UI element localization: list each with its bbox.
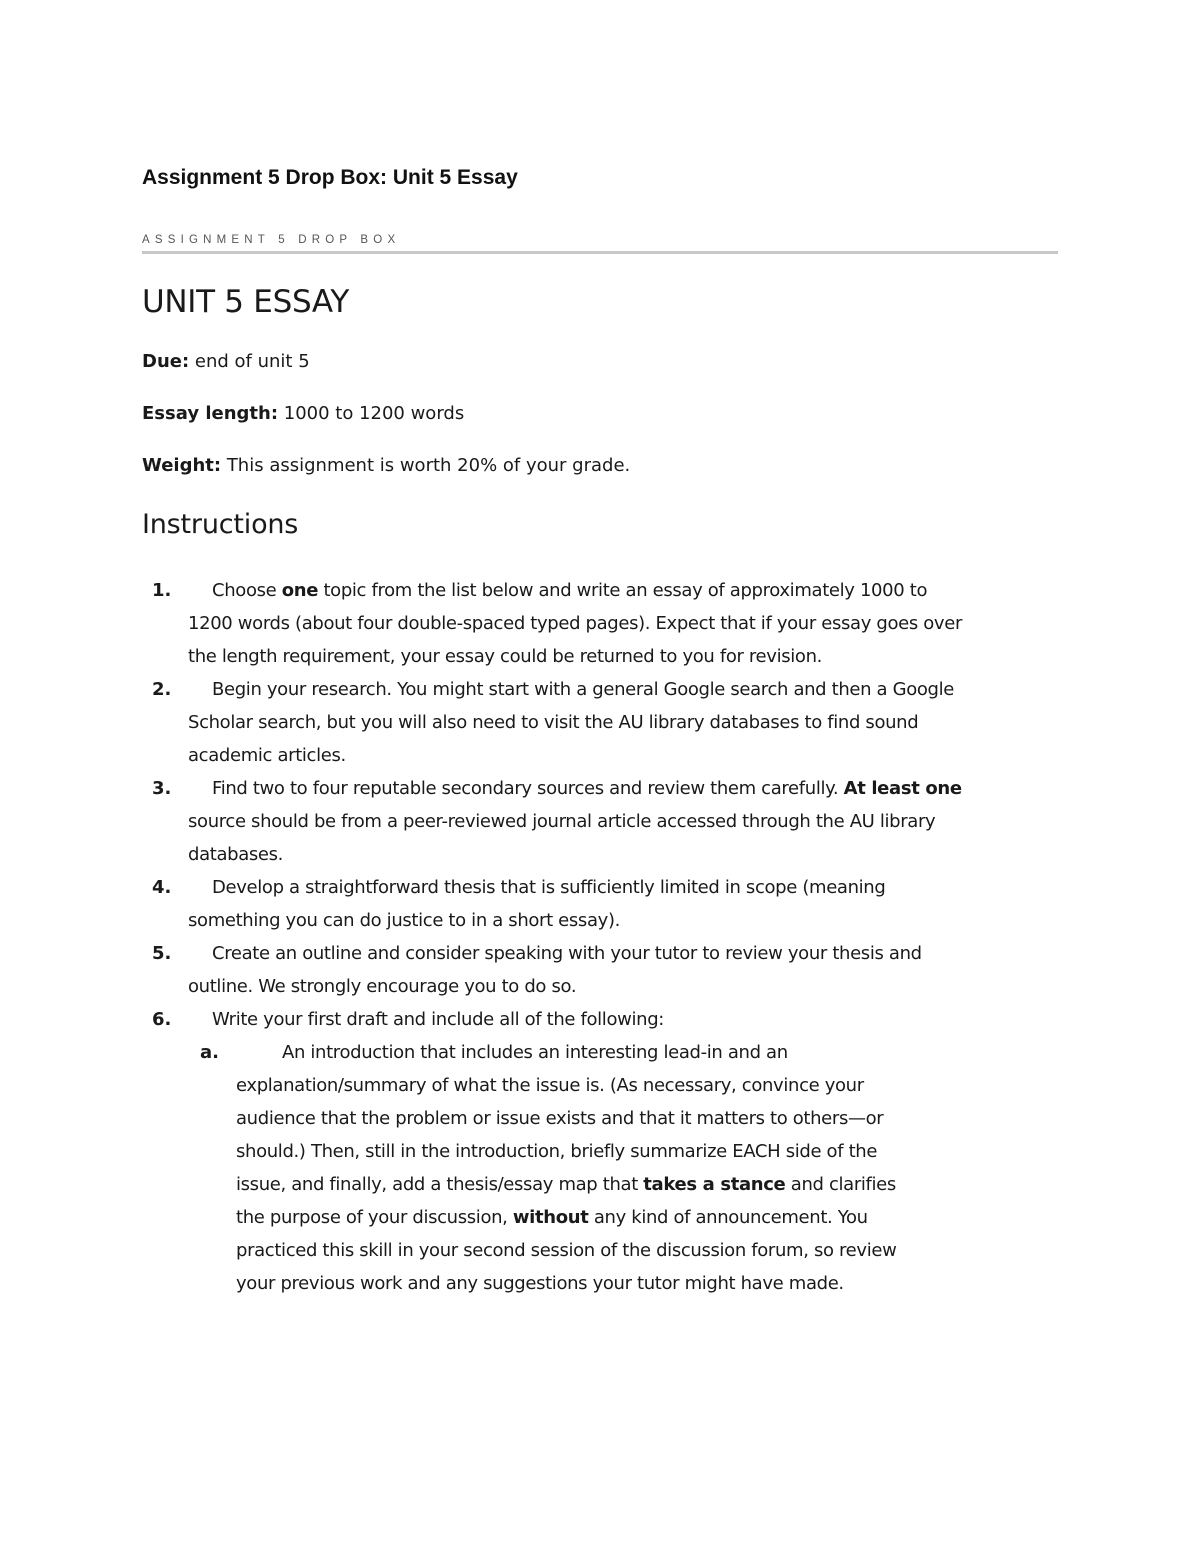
text-run: topic from the list below and write an essay of approximately 1000 to 1200 words (about four double-spaced typed pages). Expect that if your essay goes over the length requirement, your essay could be returned to you for revision. — [188, 580, 963, 667]
section-kicker: ASSIGNMENT 5 DROP BOX — [142, 234, 401, 246]
list-item — [142, 772, 972, 871]
text-run: source should be from a peer-reviewed journal article accessed through the AU library databases. — [188, 811, 936, 865]
emphasis-run: At least one — [843, 778, 962, 799]
text-run: Find two to four reputable secondary sources and review them carefully. — [212, 778, 844, 799]
list-item — [142, 937, 972, 1003]
divider-rule — [142, 251, 1058, 254]
text-run: and clarifies the purpose of your discussion, — [236, 1174, 896, 1228]
essay-length-line — [142, 403, 464, 424]
list-item-number: 6. — [152, 1009, 172, 1030]
list-item — [142, 871, 972, 937]
due-line — [142, 351, 310, 372]
list-item-text: Write your first draft and include all of the following: — [212, 1009, 664, 1030]
list-item — [142, 673, 972, 772]
text-run: An introduction that includes an interesting lead-in and an explanation/summary of what the issue is. (As necessary, convince your audience that the problem or issue exists and that it matters to others—or should.) Then, still in the introduction, briefly summarize EACH side of the issue, and finally, add a thesis/essay map that — [236, 1042, 884, 1195]
list-item-number: 2. — [152, 679, 172, 700]
due-label: Due: — [142, 351, 190, 372]
list-item-text: Develop a straightforward thesis that is sufficiently limited in scope (meaning something you can do justice to in a short essay). — [188, 877, 886, 931]
emphasis-run: one — [281, 580, 319, 601]
list-item-text: Begin your research. You might start with a general Google search and then a Google Scholar search, but you will also need to visit the AU library databases to find sound academic articles. — [188, 679, 954, 766]
list-item-text: Create an outline and consider speaking with your tutor to review your thesis and outline. We strongly encourage you to do so. — [188, 943, 922, 997]
weight-value: This assignment is worth 20% of your grade. — [221, 455, 631, 476]
due-value: end of unit 5 — [189, 351, 310, 372]
list-item-number: 3. — [152, 778, 172, 799]
text-run: Choose — [212, 580, 282, 601]
sub-list-item-text — [236, 1036, 908, 1300]
weight-line — [142, 455, 630, 476]
list-item-number: 5. — [152, 943, 172, 964]
list-item-text — [188, 772, 972, 871]
sub-list-item — [142, 1036, 972, 1300]
essay-length-value: 1000 to 1200 words — [278, 403, 465, 424]
list-item — [142, 1003, 972, 1036]
emphasis-run: takes a stance — [643, 1174, 786, 1195]
list-item-text — [188, 574, 972, 673]
sub-list-item-letter: a. — [200, 1042, 219, 1063]
essay-length-label: Essay length: — [142, 403, 279, 424]
instructions-heading: Instructions — [142, 509, 299, 540]
instructions-list — [142, 574, 972, 1300]
assignment-title: Assignment 5 Drop Box: Unit 5 Essay — [142, 166, 518, 189]
unit-heading: UNIT 5 ESSAY — [142, 284, 350, 320]
list-item — [142, 574, 972, 673]
weight-label: Weight: — [142, 455, 222, 476]
text-run: any kind of announcement. You practiced this skill in your second session of the discussion forum, so review your previous work and any suggestions your tutor might have made. — [236, 1207, 897, 1294]
emphasis-run: without — [512, 1207, 589, 1228]
list-item-number: 4. — [152, 877, 172, 898]
list-item-number: 1. — [152, 580, 172, 601]
